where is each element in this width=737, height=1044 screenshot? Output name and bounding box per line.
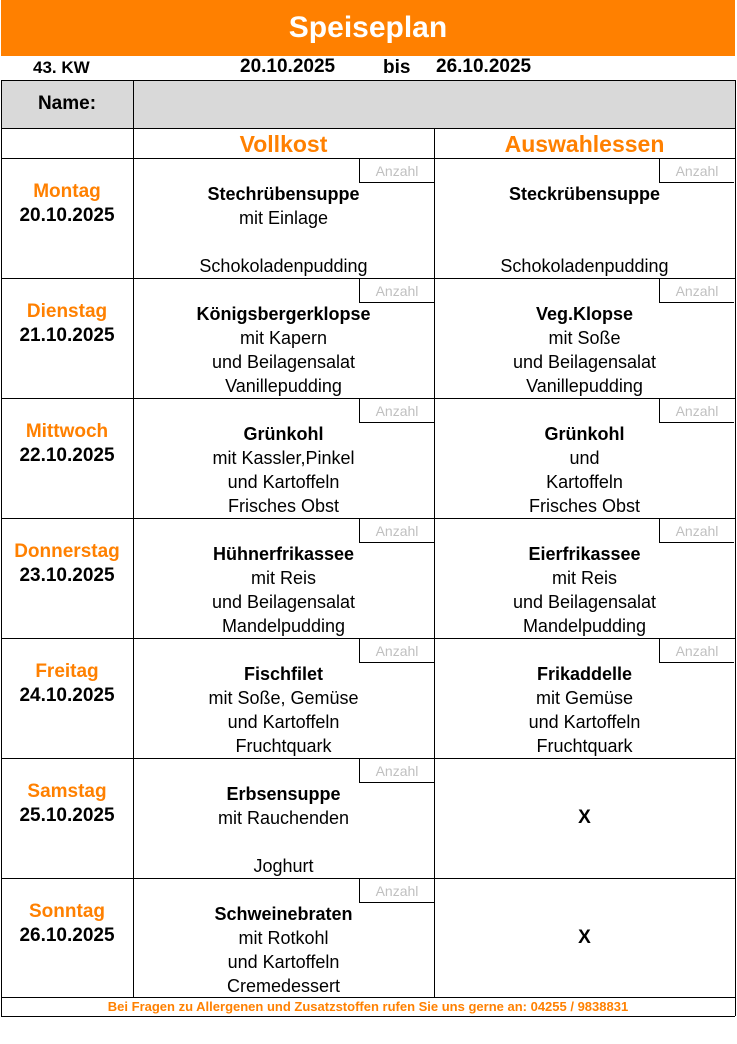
meal-line: Kartoffeln [546,472,623,492]
anzahl-field-auswahl[interactable]: Anzahl [659,279,734,303]
meal-line: mit Soße [548,328,621,348]
meal-line: Schokoladenpudding [199,256,368,276]
meal-main-dish: Stechrübensuppe [207,184,360,204]
anzahl-field-vollkost[interactable]: Anzahl [359,159,434,183]
grid-line [1,128,735,129]
anzahl-field-auswahl[interactable]: Anzahl [659,159,734,183]
anzahl-field-vollkost[interactable]: Anzahl [359,639,434,663]
grid-line [1,80,735,81]
anzahl-field-vollkost[interactable]: Anzahl [359,759,434,783]
meal-line: und Kartoffeln [528,712,641,732]
grid-line [1,638,735,639]
date-separator: bis [383,57,411,78]
meal-line: und Beilagensalat [211,352,356,372]
day-cell [1,758,133,878]
meal-line: mit Gemüse [535,688,634,708]
meal-line: und Kartoffeln [227,472,340,492]
day-name: Freitag [35,661,99,682]
meal-line: und Beilagensalat [512,352,657,372]
grid-line [735,80,736,1016]
meal-main-dish: Königsbergerklopse [196,304,371,324]
grid-line [1,518,735,519]
day-cell [1,278,133,398]
grid-line [1,398,735,399]
meal-line: Vanillepudding [526,376,643,396]
week-number: 43. KW [33,58,90,77]
meal-line: mit Rotkohl [238,928,329,948]
meal-line: mit Kassler,Pinkel [212,448,355,468]
no-meal-mark: X [578,927,591,948]
grid-line [1,80,2,1016]
meal-main-dish: Erbsensuppe [226,784,341,804]
meal-line: mit Kapern [239,328,328,348]
day-date: 23.10.2025 [19,565,115,586]
meal-line: Fruchtquark [536,736,633,756]
day-cell [1,638,133,758]
day-name: Sonntag [29,901,105,922]
meal-main-dish: Frikaddelle [536,664,633,684]
no-meal-mark: X [578,807,591,828]
meal-main-dish: Eierfrikassee [528,544,641,564]
meal-line: mit Soße, Gemüse [208,688,359,708]
meal-line: mit Rauchenden [217,808,350,828]
meal-main-dish: Veg.Klopse [535,304,634,324]
meal-line: Frisches Obst [227,496,340,516]
meal-main-dish: Hühnerfrikassee [212,544,355,564]
meal-line: Vanillepudding [225,376,342,396]
anzahl-field-vollkost[interactable]: Anzahl [359,399,434,423]
meal-line: und [569,448,600,468]
meal-line: Mandelpudding [221,616,346,636]
grid-line [1,878,735,879]
meal-line: mit Einlage [238,208,329,228]
meal-line: Cremedessert [226,976,341,996]
footer-note: Bei Fragen zu Allergenen und Zusatzstoffen rufen Sie uns gerne an: 04255 / 9838831 [107,999,629,1014]
date-from: 20.10.2025 [240,56,336,77]
meal-line: Mandelpudding [522,616,647,636]
column-header-vollkost: Vollkost [239,130,328,157]
meal-line: und Kartoffeln [227,952,340,972]
page-title: Speiseplan [1,0,735,56]
grid-line [1,278,735,279]
anzahl-field-vollkost[interactable]: Anzahl [359,879,434,903]
meal-main-dish: Fischfilet [243,664,323,684]
day-cell [1,878,133,998]
day-name: Samstag [27,781,107,802]
day-name: Mittwoch [25,421,109,442]
meal-line: mit Reis [551,568,617,588]
meal-line: Joghurt [253,856,314,876]
day-cell [1,158,133,278]
anzahl-field-auswahl[interactable]: Anzahl [659,639,734,663]
grid-line [133,80,134,997]
anzahl-field-vollkost[interactable]: Anzahl [359,519,434,543]
anzahl-field-auswahl[interactable]: Anzahl [659,519,734,543]
name-input-field[interactable] [133,80,735,128]
day-date: 26.10.2025 [19,925,115,946]
meal-main-dish: Grünkohl [243,424,324,444]
meal-main-dish: Steckrübensuppe [508,184,661,204]
column-header-auswahl: Auswahlessen [504,130,665,157]
grid-line [434,128,435,997]
meal-line: Schokoladenpudding [500,256,669,276]
meal-line: und Kartoffeln [227,712,340,732]
day-name: Donnerstag [14,541,120,562]
anzahl-field-vollkost[interactable]: Anzahl [359,279,434,303]
name-label: Name: [1,80,133,128]
meal-main-dish: Schweinebraten [214,904,353,924]
day-date: 24.10.2025 [19,685,115,706]
day-date: 21.10.2025 [19,325,115,346]
day-date: 20.10.2025 [19,205,115,226]
meal-line: und Beilagensalat [211,592,356,612]
meal-line: Fruchtquark [235,736,332,756]
day-name: Dienstag [26,301,108,322]
day-date: 22.10.2025 [19,445,115,466]
day-cell [1,518,133,638]
grid-line [1,758,735,759]
day-date: 25.10.2025 [19,805,115,826]
meal-line: mit Reis [250,568,316,588]
grid-line [1,158,735,159]
meal-line: Frisches Obst [528,496,641,516]
meal-main-dish: Grünkohl [544,424,625,444]
day-name: Montag [33,181,101,202]
anzahl-field-auswahl[interactable]: Anzahl [659,399,734,423]
day-cell [1,398,133,518]
grid-line [1,1016,735,1017]
date-to: 26.10.2025 [436,56,532,77]
meal-line: und Beilagensalat [512,592,657,612]
